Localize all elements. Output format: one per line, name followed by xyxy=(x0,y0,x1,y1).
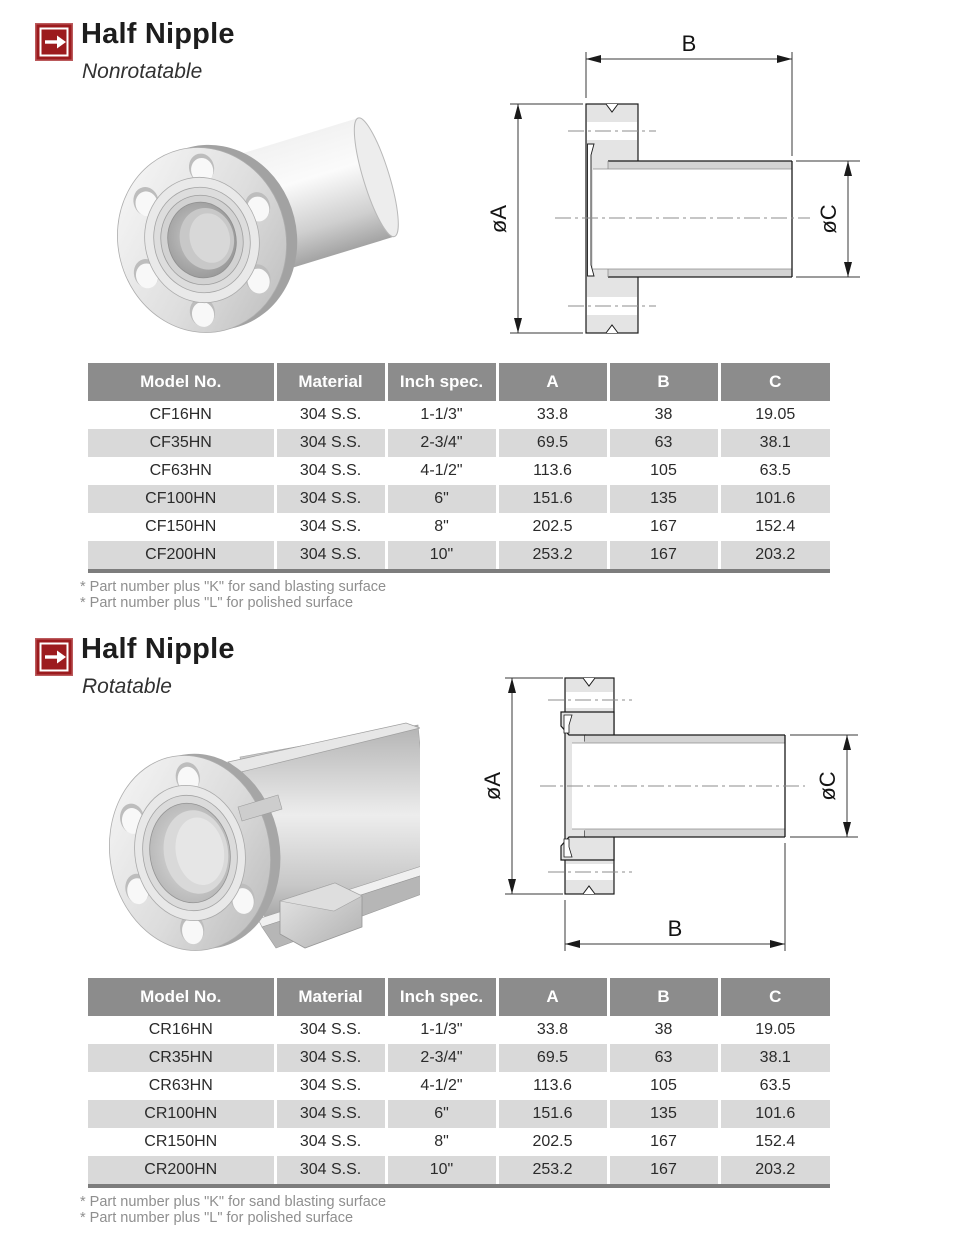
column-header: Material xyxy=(275,978,386,1016)
section-arrow-icon xyxy=(35,23,73,61)
table-cell: 304 S.S. xyxy=(275,401,386,429)
table-cell: 304 S.S. xyxy=(275,1128,386,1156)
table-cell: 19.05 xyxy=(719,401,830,429)
product-3d-render-nonrotatable xyxy=(90,100,420,350)
table-cell: 167 xyxy=(608,513,719,541)
table-cell: CR150HN xyxy=(88,1128,275,1156)
spec-table-nonrotatable xyxy=(88,363,830,573)
table-cell: 202.5 xyxy=(497,513,608,541)
table-cell: CF63HN xyxy=(88,457,275,485)
table-cell: 304 S.S. xyxy=(275,429,386,457)
product-3d-render-rotatable xyxy=(90,715,420,965)
table-cell: 2-3/4" xyxy=(386,429,497,457)
table-cell: 63.5 xyxy=(719,457,830,485)
footnote-line: * Part number plus "K" for sand blasting surface xyxy=(80,1194,387,1210)
column-header: Model No. xyxy=(88,363,275,401)
table-cell: 304 S.S. xyxy=(275,513,386,541)
table-cell: 33.8 xyxy=(497,1016,608,1044)
table-cell: 63 xyxy=(608,1044,719,1072)
table-cell: CR200HN xyxy=(88,1156,275,1186)
table-cell: 101.6 xyxy=(719,485,830,513)
table-cell: 304 S.S. xyxy=(275,1044,386,1072)
table-row xyxy=(88,1044,830,1072)
table-cell: 304 S.S. xyxy=(275,485,386,513)
table-cell: 167 xyxy=(608,541,719,571)
dim-label-dia-c: øC xyxy=(816,204,841,234)
table-cell: CF150HN xyxy=(88,513,275,541)
column-header: B xyxy=(608,978,719,1016)
footnotes xyxy=(80,1194,386,1226)
section-nonrotatable xyxy=(0,0,963,615)
table-cell: 304 S.S. xyxy=(275,541,386,571)
column-header: C xyxy=(719,978,830,1016)
column-header: Model No. xyxy=(88,978,275,1016)
table-cell: 4-1/2" xyxy=(386,1072,497,1100)
table-cell: 151.6 xyxy=(497,1100,608,1128)
table-row xyxy=(88,1128,830,1156)
table-row xyxy=(88,401,830,429)
section-rotatable xyxy=(0,615,963,1230)
table-cell: 203.2 xyxy=(719,541,830,571)
table-cell: 6" xyxy=(386,1100,497,1128)
table-cell: 8" xyxy=(386,513,497,541)
dimension-drawing-rotatable xyxy=(460,655,880,965)
table-cell: 69.5 xyxy=(497,429,608,457)
table-cell: 33.8 xyxy=(497,401,608,429)
table-cell: 202.5 xyxy=(497,1128,608,1156)
table-cell: 113.6 xyxy=(497,1072,608,1100)
footnote-line: * Part number plus "K" for sand blasting surface xyxy=(80,579,387,595)
column-header: C xyxy=(719,363,830,401)
table-row xyxy=(88,429,830,457)
table-cell: CR16HN xyxy=(88,1016,275,1044)
table-row xyxy=(88,1016,830,1044)
table-row xyxy=(88,485,830,513)
dim-label-b: B xyxy=(667,916,683,941)
table-cell: 38 xyxy=(608,1016,719,1044)
table-cell: 253.2 xyxy=(497,541,608,571)
dim-label-dia-a: øA xyxy=(480,771,505,801)
table-cell: CF200HN xyxy=(88,541,275,571)
column-header: Inch spec. xyxy=(386,978,497,1016)
table-cell: 105 xyxy=(608,457,719,485)
table-cell: CF16HN xyxy=(88,401,275,429)
dimension-drawing-nonrotatable xyxy=(480,26,880,351)
table-cell: 304 S.S. xyxy=(275,1016,386,1044)
section-title: Half Nipple xyxy=(81,633,235,665)
table-cell: 101.6 xyxy=(719,1100,830,1128)
footnote-line: * Part number plus "L" for polished surface xyxy=(80,595,354,611)
table-cell: 69.5 xyxy=(497,1044,608,1072)
table-row xyxy=(88,1100,830,1128)
section-arrow-icon xyxy=(35,638,73,676)
table-cell: 2-3/4" xyxy=(386,1044,497,1072)
table-cell: CF35HN xyxy=(88,429,275,457)
table-header-row xyxy=(88,978,830,1016)
table-cell: 10" xyxy=(386,541,497,571)
column-header: A xyxy=(497,978,608,1016)
table-cell: 10" xyxy=(386,1156,497,1186)
table-cell: 304 S.S. xyxy=(275,1072,386,1100)
table-row xyxy=(88,541,830,571)
table-row xyxy=(88,457,830,485)
table-cell: 167 xyxy=(608,1156,719,1186)
dim-label-dia-c: øC xyxy=(815,771,840,801)
table-cell: 105 xyxy=(608,1072,719,1100)
table-row xyxy=(88,513,830,541)
table-cell: 38 xyxy=(608,401,719,429)
table-cell: 38.1 xyxy=(719,1044,830,1072)
column-header: A xyxy=(497,363,608,401)
table-cell: CR63HN xyxy=(88,1072,275,1100)
table-cell: 152.4 xyxy=(719,513,830,541)
table-cell: 203.2 xyxy=(719,1156,830,1186)
dim-label-b: B xyxy=(681,31,697,56)
table-cell: 113.6 xyxy=(497,457,608,485)
table-cell: 135 xyxy=(608,1100,719,1128)
table-cell: 151.6 xyxy=(497,485,608,513)
table-cell: 38.1 xyxy=(719,429,830,457)
table-cell: 6" xyxy=(386,485,497,513)
table-cell: CR100HN xyxy=(88,1100,275,1128)
table-cell: 8" xyxy=(386,1128,497,1156)
footnote-line: * Part number plus "L" for polished surface xyxy=(80,1210,354,1226)
column-header: B xyxy=(608,363,719,401)
table-cell: CF100HN xyxy=(88,485,275,513)
table-cell: 135 xyxy=(608,485,719,513)
table-cell: 167 xyxy=(608,1128,719,1156)
table-cell: 19.05 xyxy=(719,1016,830,1044)
table-cell: CR35HN xyxy=(88,1044,275,1072)
table-cell: 63.5 xyxy=(719,1072,830,1100)
column-header: Inch spec. xyxy=(386,363,497,401)
table-header-row xyxy=(88,363,830,401)
section-title: Half Nipple xyxy=(81,18,235,50)
section-subtitle: Nonrotatable xyxy=(82,60,203,83)
section-subtitle: Rotatable xyxy=(82,675,172,698)
table-cell: 4-1/2" xyxy=(386,457,497,485)
column-header: Material xyxy=(275,363,386,401)
dim-label-dia-a: øA xyxy=(486,204,511,234)
table-cell: 1-1/3" xyxy=(386,1016,497,1044)
table-cell: 152.4 xyxy=(719,1128,830,1156)
table-row xyxy=(88,1156,830,1186)
table-cell: 304 S.S. xyxy=(275,1100,386,1128)
table-cell: 253.2 xyxy=(497,1156,608,1186)
footnotes xyxy=(80,579,386,611)
table-cell: 1-1/3" xyxy=(386,401,497,429)
table-cell: 304 S.S. xyxy=(275,1156,386,1186)
table-cell: 304 S.S. xyxy=(275,457,386,485)
table-cell: 63 xyxy=(608,429,719,457)
spec-table-rotatable xyxy=(88,978,830,1188)
table-row xyxy=(88,1072,830,1100)
